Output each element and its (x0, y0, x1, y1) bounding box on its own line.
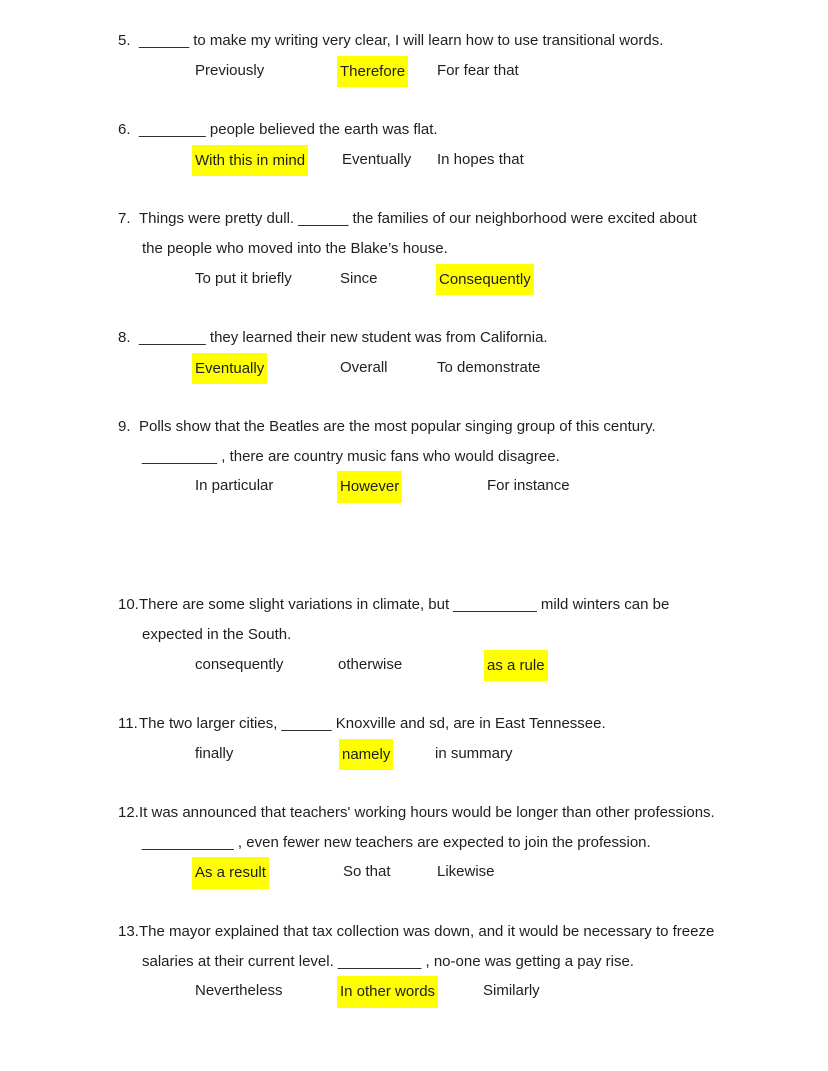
question-text: the people who moved into the Blake’s house. (142, 239, 448, 257)
question-first-line (0, 204, 828, 234)
question-first-line (0, 115, 828, 145)
question-block (0, 115, 828, 174)
question-block (0, 412, 828, 501)
question-continuation-line (0, 828, 828, 858)
options-row (0, 739, 828, 769)
option-choice-highlighted: Eventually (192, 353, 267, 385)
option-choice: otherwise (338, 655, 403, 673)
option-choice-highlighted: With this in mind (192, 145, 308, 177)
blank-space (0, 293, 828, 323)
option-choice-highlighted: as a rule (484, 650, 548, 682)
option-choice: Similarly (483, 982, 540, 1000)
question-continuation-line (0, 620, 828, 650)
option-choice: Overall (340, 358, 388, 376)
question-continuation-line (0, 234, 828, 264)
options-row (0, 976, 828, 1006)
blank-space (0, 174, 828, 204)
option-choice-highlighted: However (337, 471, 402, 503)
option-choice-highlighted: namely (339, 739, 393, 771)
question-text: The mayor explained that tax collection was down, and it would be necessary to freeze (139, 922, 715, 940)
options-row (0, 56, 828, 86)
question-first-line (0, 26, 828, 56)
question-first-line (0, 412, 828, 442)
question-block (0, 323, 828, 382)
blank-space (0, 501, 828, 590)
option-choice: consequently (195, 655, 284, 673)
question-block (0, 709, 828, 768)
question-first-line (0, 590, 828, 620)
option-choice: Previously (195, 61, 265, 79)
question-text: It was announced that teachers' working hours would be longer than other professions. (139, 804, 715, 822)
option-choice-highlighted: In other words (337, 976, 438, 1008)
options-row (0, 264, 828, 294)
options-row (0, 857, 828, 887)
question-number: 8. (118, 328, 131, 346)
question-text: ________ people believed the earth was flat. (139, 121, 438, 139)
option-choice: Eventually (342, 150, 412, 168)
option-choice: For fear that (437, 61, 519, 79)
question-text: expected in the South. (142, 625, 292, 643)
question-block (0, 26, 828, 85)
option-choice: To demonstrate (437, 358, 541, 376)
question-continuation-line (0, 947, 828, 977)
question-first-line (0, 323, 828, 353)
question-block (0, 917, 828, 1006)
question-text: Polls show that the Beatles are the most popular singing group of this century. (139, 418, 656, 436)
blank-space (0, 887, 828, 917)
question-number: 12. (118, 804, 139, 822)
question-continuation-line (0, 442, 828, 472)
option-choice-highlighted: As a result (192, 857, 269, 889)
option-choice: Since (340, 269, 378, 287)
option-choice: finally (195, 744, 234, 762)
blank-space (0, 679, 828, 709)
blank-space (0, 85, 828, 115)
option-choice: So that (343, 863, 391, 881)
options-row (0, 650, 828, 680)
options-row (0, 353, 828, 383)
option-choice: For instance (487, 477, 570, 495)
question-number: 10. (118, 596, 139, 614)
option-choice: in summary (435, 744, 513, 762)
options-row (0, 145, 828, 175)
question-text: ________ they learned their new student was from California. (139, 328, 548, 346)
question-text: salaries at their current level. __________ , no-one was getting a pay rise. (142, 952, 634, 970)
options-row (0, 471, 828, 501)
question-first-line (0, 798, 828, 828)
question-text: _________ , there are country music fans who would disagree. (142, 447, 560, 465)
option-choice: Nevertheless (195, 982, 283, 1000)
question-number: 11. (118, 714, 138, 732)
question-first-line (0, 709, 828, 739)
question-block (0, 798, 828, 887)
question-number: 6. (118, 121, 131, 139)
question-text: ______ to make my writing very clear, I will learn how to use transitional words. (139, 32, 664, 49)
option-choice: In particular (195, 477, 274, 495)
question-text: The two larger cities, ______ Knoxville and sd, are in East Tennessee. (139, 714, 606, 732)
blank-space (0, 382, 828, 412)
question-block (0, 590, 828, 679)
question-block (0, 204, 828, 293)
question-first-line (0, 917, 828, 947)
question-number: 13. (118, 922, 139, 940)
question-text: Things were pretty dull. ______ the families of our neighborhood were excited about (139, 210, 697, 228)
question-text: ___________ , even fewer new teachers are expected to join the profession. (142, 833, 651, 851)
option-choice-highlighted: Consequently (436, 264, 534, 296)
worksheet-content (0, 26, 828, 1006)
option-choice: In hopes that (437, 150, 524, 168)
question-number: 7. (118, 210, 131, 228)
option-choice: Likewise (437, 863, 495, 881)
option-choice-highlighted: Therefore (337, 56, 408, 88)
blank-space (0, 768, 828, 798)
question-number: 5. (118, 32, 131, 49)
question-text: There are some slight variations in climate, but __________ mild winters can be (139, 596, 670, 614)
option-choice: To put it briefly (195, 269, 292, 287)
question-number: 9. (118, 418, 131, 436)
